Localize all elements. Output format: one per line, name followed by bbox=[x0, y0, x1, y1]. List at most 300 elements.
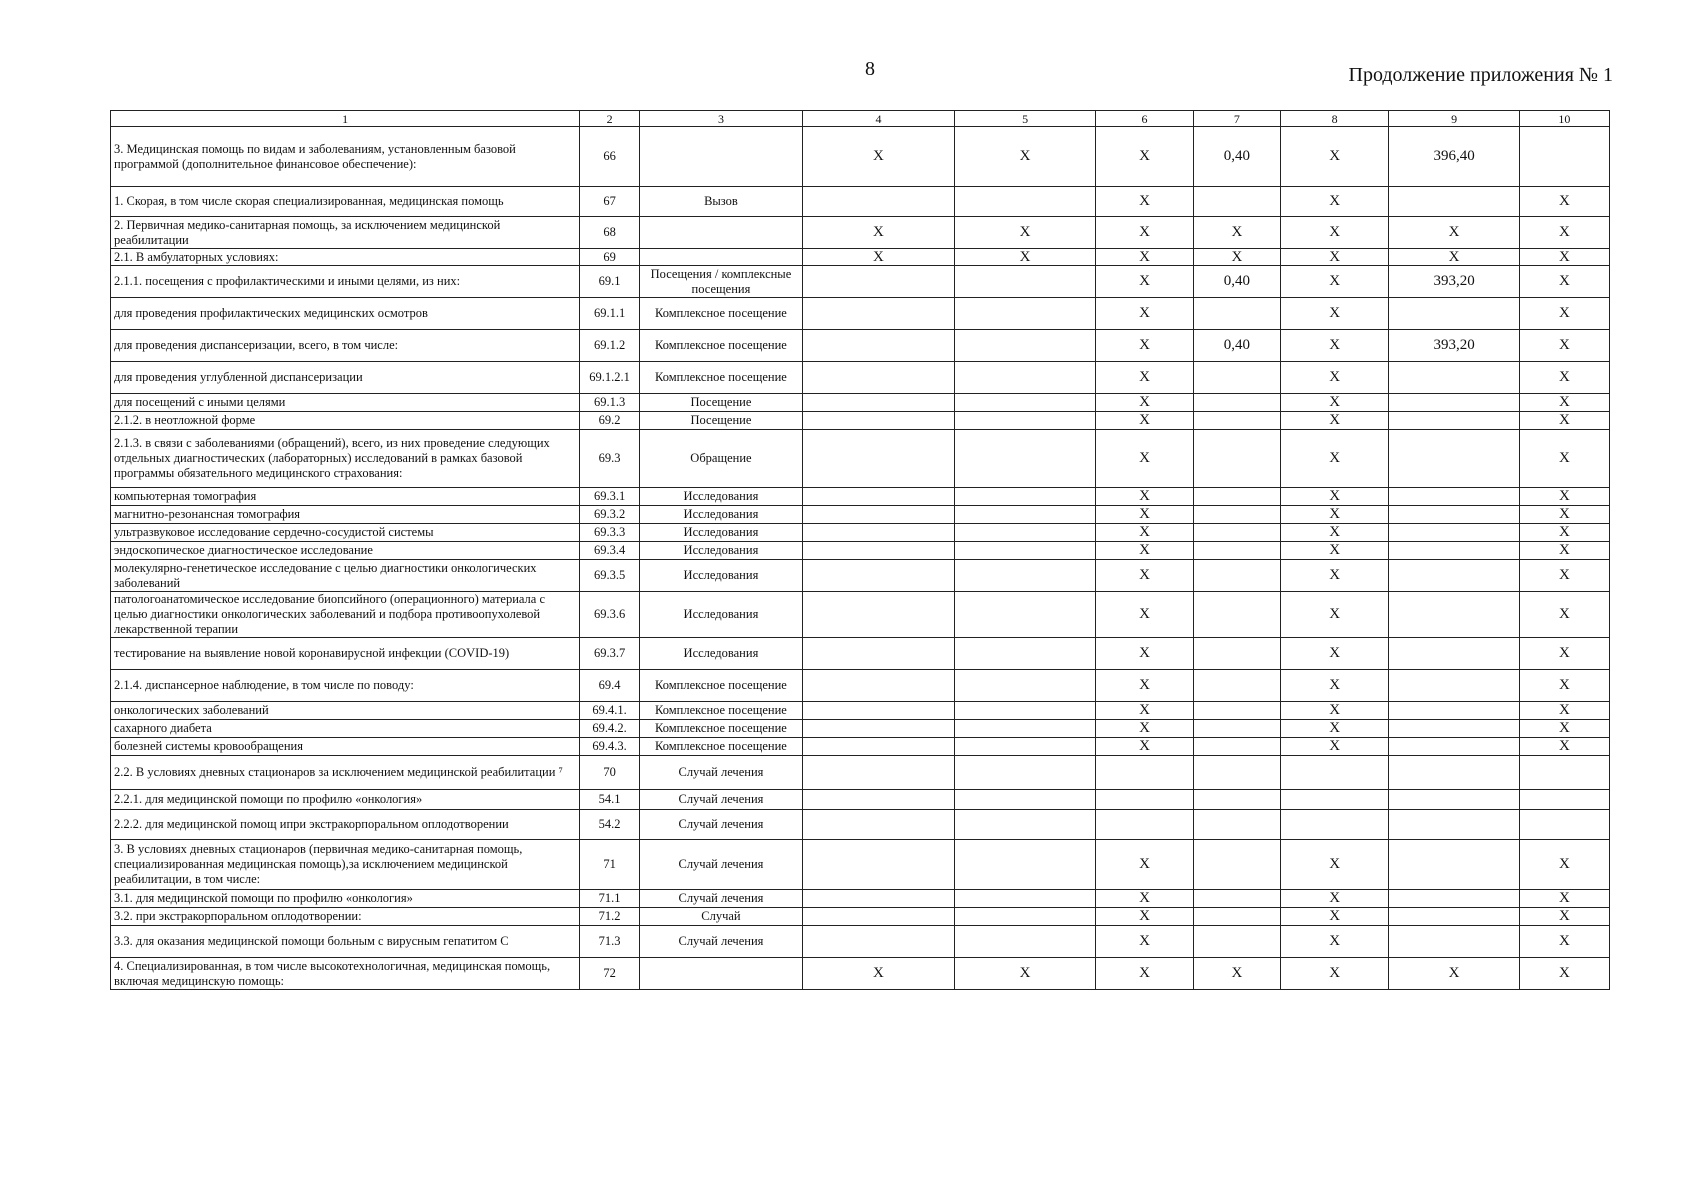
cell-col8: Х bbox=[1280, 430, 1389, 488]
cell-col10: Х bbox=[1519, 249, 1609, 266]
cell-col5 bbox=[954, 790, 1095, 810]
cell-col6: Х bbox=[1096, 412, 1194, 430]
cell-col6: Х bbox=[1096, 127, 1194, 187]
cell-col8: Х bbox=[1280, 890, 1389, 908]
row-code: 69.3.5 bbox=[580, 560, 640, 592]
row-code: 70 bbox=[580, 756, 640, 790]
cell-col5 bbox=[954, 890, 1095, 908]
cell-col8: Х bbox=[1280, 592, 1389, 638]
row-unit: Посещение bbox=[639, 394, 802, 412]
cell-col5 bbox=[954, 810, 1095, 840]
cell-col6: Х bbox=[1096, 958, 1194, 990]
column-header: 8 bbox=[1280, 111, 1389, 127]
column-header: 2 bbox=[580, 111, 640, 127]
cell-col7 bbox=[1193, 524, 1280, 542]
cell-col8: Х bbox=[1280, 249, 1389, 266]
cell-col8: Х bbox=[1280, 127, 1389, 187]
cell-col9 bbox=[1389, 488, 1519, 506]
cell-col6: Х bbox=[1096, 298, 1194, 330]
cell-col10: Х bbox=[1519, 362, 1609, 394]
table-row bbox=[111, 412, 1610, 430]
cell-col10: Х bbox=[1519, 430, 1609, 488]
cell-col8: Х bbox=[1280, 542, 1389, 560]
row-name: 2.1.3. в связи с заболеваниями (обращений), всего, из них проведение следующих отдельных диагностических (лабораторных) исследований в рамках базовой программы обязательного медицинского страхования: bbox=[111, 430, 580, 488]
row-unit: Комплексное посещение bbox=[639, 670, 802, 702]
cell-col8 bbox=[1280, 756, 1389, 790]
row-code: 69.2 bbox=[580, 412, 640, 430]
column-header: 4 bbox=[802, 111, 954, 127]
cell-col8: Х bbox=[1280, 217, 1389, 249]
cell-col5 bbox=[954, 926, 1095, 958]
cell-col7: Х bbox=[1193, 217, 1280, 249]
cell-col4 bbox=[802, 488, 954, 506]
cell-col10: Х bbox=[1519, 217, 1609, 249]
cell-col5 bbox=[954, 592, 1095, 638]
cell-col4 bbox=[802, 670, 954, 702]
table-row bbox=[111, 506, 1610, 524]
column-header: 10 bbox=[1519, 111, 1609, 127]
cell-col4 bbox=[802, 756, 954, 790]
row-name: 3. Медицинская помощь по видам и заболеваниям, установленным базовой программой (дополнительное финансовое обеспечение): bbox=[111, 127, 580, 187]
column-header: 7 bbox=[1193, 111, 1280, 127]
cell-col7 bbox=[1193, 298, 1280, 330]
cell-col8: Х bbox=[1280, 266, 1389, 298]
row-code: 69.4 bbox=[580, 670, 640, 702]
cell-col5 bbox=[954, 330, 1095, 362]
cell-col8 bbox=[1280, 810, 1389, 840]
cell-col10: Х bbox=[1519, 670, 1609, 702]
cell-col6 bbox=[1096, 756, 1194, 790]
appendix-continuation-title: Продолжение приложения № 1 bbox=[1348, 64, 1613, 86]
row-unit: Комплексное посещение bbox=[639, 738, 802, 756]
cell-col9 bbox=[1389, 298, 1519, 330]
cell-col6: Х bbox=[1096, 266, 1194, 298]
cell-col6: Х bbox=[1096, 560, 1194, 592]
column-header: 3 bbox=[639, 111, 802, 127]
table-row bbox=[111, 810, 1610, 840]
row-unit: Случай лечения bbox=[639, 926, 802, 958]
cell-col6: Х bbox=[1096, 542, 1194, 560]
cell-col6: Х bbox=[1096, 430, 1194, 488]
row-code: 71.3 bbox=[580, 926, 640, 958]
row-name: магнитно-резонансная томография bbox=[111, 506, 580, 524]
cell-col7: Х bbox=[1193, 249, 1280, 266]
row-code: 69 bbox=[580, 249, 640, 266]
page-number: 8 bbox=[865, 58, 875, 80]
row-code: 69.1 bbox=[580, 266, 640, 298]
table-row bbox=[111, 592, 1610, 638]
row-name: 2.1.1. посещения с профилактическими и иными целями, из них: bbox=[111, 266, 580, 298]
row-name: для проведения профилактических медицинских осмотров bbox=[111, 298, 580, 330]
row-code: 54.2 bbox=[580, 810, 640, 840]
row-code: 69.3.7 bbox=[580, 638, 640, 670]
cell-col4 bbox=[802, 840, 954, 890]
cell-col10: Х bbox=[1519, 702, 1609, 720]
cell-col9 bbox=[1389, 810, 1519, 840]
row-code: 71.1 bbox=[580, 890, 640, 908]
cell-col10 bbox=[1519, 790, 1609, 810]
cell-col4 bbox=[802, 908, 954, 926]
row-name: для проведения диспансеризации, всего, в том числе: bbox=[111, 330, 580, 362]
row-code: 69.4.3. bbox=[580, 738, 640, 756]
cell-col10: Х bbox=[1519, 394, 1609, 412]
column-header: 5 bbox=[954, 111, 1095, 127]
cell-col7 bbox=[1193, 908, 1280, 926]
cell-col7 bbox=[1193, 790, 1280, 810]
table-row bbox=[111, 890, 1610, 908]
row-unit: Посещения / комплексные посещения bbox=[639, 266, 802, 298]
cell-col9 bbox=[1389, 430, 1519, 488]
cell-col9 bbox=[1389, 560, 1519, 592]
cell-col8: Х bbox=[1280, 187, 1389, 217]
row-unit bbox=[639, 217, 802, 249]
cell-col9 bbox=[1389, 412, 1519, 430]
cell-col10: Х bbox=[1519, 958, 1609, 990]
cell-col5 bbox=[954, 266, 1095, 298]
row-name: 2.1.2. в неотложной форме bbox=[111, 412, 580, 430]
cell-col6: Х bbox=[1096, 249, 1194, 266]
cell-col7 bbox=[1193, 926, 1280, 958]
row-name: патологоанатомическое исследование биопсийного (операционного) материала с целью диагностики онкологических заболеваний и подбора противоопухолевой лекарственной терапии bbox=[111, 592, 580, 638]
row-unit bbox=[639, 127, 802, 187]
cell-col5 bbox=[954, 187, 1095, 217]
cell-col9 bbox=[1389, 187, 1519, 217]
row-name: 2.1.4. диспансерное наблюдение, в том числе по поводу: bbox=[111, 670, 580, 702]
row-unit bbox=[639, 249, 802, 266]
cell-col10: Х bbox=[1519, 298, 1609, 330]
cell-col7 bbox=[1193, 394, 1280, 412]
row-name: эндоскопическое диагностическое исследование bbox=[111, 542, 580, 560]
column-header: 9 bbox=[1389, 111, 1519, 127]
row-code: 71 bbox=[580, 840, 640, 890]
row-unit: Случай bbox=[639, 908, 802, 926]
table-row bbox=[111, 720, 1610, 738]
row-unit: Вызов bbox=[639, 187, 802, 217]
table-row bbox=[111, 249, 1610, 266]
cell-col7 bbox=[1193, 702, 1280, 720]
cell-col9 bbox=[1389, 394, 1519, 412]
cell-col4 bbox=[802, 412, 954, 430]
cell-col6: Х bbox=[1096, 702, 1194, 720]
row-code: 72 bbox=[580, 958, 640, 990]
row-name: для посещений с иными целями bbox=[111, 394, 580, 412]
cell-col5 bbox=[954, 702, 1095, 720]
cell-col8: Х bbox=[1280, 720, 1389, 738]
row-name: 2.1. В амбулаторных условиях: bbox=[111, 249, 580, 266]
cell-col9 bbox=[1389, 362, 1519, 394]
cell-col5 bbox=[954, 488, 1095, 506]
row-code: 69.4.1. bbox=[580, 702, 640, 720]
table-row bbox=[111, 738, 1610, 756]
cell-col9 bbox=[1389, 908, 1519, 926]
cell-col4 bbox=[802, 506, 954, 524]
cell-col7: 0,40 bbox=[1193, 330, 1280, 362]
table-row bbox=[111, 217, 1610, 249]
table-row bbox=[111, 266, 1610, 298]
cell-col10: Х bbox=[1519, 506, 1609, 524]
cell-col4 bbox=[802, 524, 954, 542]
cell-col6 bbox=[1096, 790, 1194, 810]
table-row bbox=[111, 430, 1610, 488]
cell-col8: Х bbox=[1280, 738, 1389, 756]
cell-col5: Х bbox=[954, 217, 1095, 249]
cell-col6: Х bbox=[1096, 670, 1194, 702]
cell-col7 bbox=[1193, 638, 1280, 670]
cell-col8: Х bbox=[1280, 524, 1389, 542]
cell-col4 bbox=[802, 298, 954, 330]
cell-col7 bbox=[1193, 840, 1280, 890]
cell-col6: Х bbox=[1096, 720, 1194, 738]
column-number-row bbox=[111, 111, 1610, 127]
cell-col9 bbox=[1389, 756, 1519, 790]
data-table bbox=[110, 110, 1610, 990]
row-unit: Случай лечения bbox=[639, 890, 802, 908]
cell-col5 bbox=[954, 670, 1095, 702]
row-unit: Исследования bbox=[639, 638, 802, 670]
cell-col10: Х bbox=[1519, 592, 1609, 638]
cell-col7: 0,40 bbox=[1193, 266, 1280, 298]
cell-col6: Х bbox=[1096, 908, 1194, 926]
table-row bbox=[111, 840, 1610, 890]
cell-col8: Х bbox=[1280, 506, 1389, 524]
cell-col6: Х bbox=[1096, 840, 1194, 890]
cell-col6: Х bbox=[1096, 217, 1194, 249]
cell-col8: Х bbox=[1280, 926, 1389, 958]
cell-col6: Х bbox=[1096, 638, 1194, 670]
cell-col6: Х bbox=[1096, 524, 1194, 542]
cell-col7 bbox=[1193, 430, 1280, 488]
row-unit: Обращение bbox=[639, 430, 802, 488]
cell-col8: Х bbox=[1280, 488, 1389, 506]
row-unit bbox=[639, 958, 802, 990]
cell-col10 bbox=[1519, 127, 1609, 187]
cell-col7 bbox=[1193, 542, 1280, 560]
table-row bbox=[111, 638, 1610, 670]
cell-col9 bbox=[1389, 890, 1519, 908]
cell-col8: Х bbox=[1280, 840, 1389, 890]
row-code: 66 bbox=[580, 127, 640, 187]
cell-col5 bbox=[954, 738, 1095, 756]
cell-col4 bbox=[802, 542, 954, 560]
row-name: компьютерная томография bbox=[111, 488, 580, 506]
cell-col9 bbox=[1389, 702, 1519, 720]
cell-col7: Х bbox=[1193, 958, 1280, 990]
table-row bbox=[111, 958, 1610, 990]
cell-col10: Х bbox=[1519, 412, 1609, 430]
row-name: 3.2. при экстракорпоральном оплодотворении: bbox=[111, 908, 580, 926]
cell-col7 bbox=[1193, 560, 1280, 592]
table-row bbox=[111, 394, 1610, 412]
table-row bbox=[111, 127, 1610, 187]
cell-col10: Х bbox=[1519, 638, 1609, 670]
cell-col7 bbox=[1193, 738, 1280, 756]
cell-col10: Х bbox=[1519, 266, 1609, 298]
cell-col5 bbox=[954, 298, 1095, 330]
row-unit: Посещение bbox=[639, 412, 802, 430]
cell-col10 bbox=[1519, 756, 1609, 790]
cell-col10: Х bbox=[1519, 488, 1609, 506]
row-name: молекулярно-генетическое исследование с целью диагностики онкологических заболеваний bbox=[111, 560, 580, 592]
row-unit: Случай лечения bbox=[639, 810, 802, 840]
row-name: ультразвуковое исследование сердечно-сосудистой системы bbox=[111, 524, 580, 542]
table-row bbox=[111, 756, 1610, 790]
cell-col4 bbox=[802, 720, 954, 738]
table-row bbox=[111, 560, 1610, 592]
cell-col9: Х bbox=[1389, 249, 1519, 266]
row-code: 69.3.4 bbox=[580, 542, 640, 560]
cell-col8: Х bbox=[1280, 298, 1389, 330]
cell-col4 bbox=[802, 266, 954, 298]
cell-col10: Х bbox=[1519, 542, 1609, 560]
cell-col10: Х bbox=[1519, 890, 1609, 908]
cell-col6: Х bbox=[1096, 926, 1194, 958]
row-name: 3.3. для оказания медицинской помощи больным с вирусным гепатитом С bbox=[111, 926, 580, 958]
cell-col6: Х bbox=[1096, 362, 1194, 394]
cell-col4 bbox=[802, 926, 954, 958]
cell-col6: Х bbox=[1096, 890, 1194, 908]
table-row bbox=[111, 524, 1610, 542]
cell-col8: Х bbox=[1280, 412, 1389, 430]
row-unit: Комплексное посещение bbox=[639, 330, 802, 362]
row-unit: Исследования bbox=[639, 488, 802, 506]
row-name: 2. Первичная медико-санитарная помощь, за исключением медицинской реабилитации bbox=[111, 217, 580, 249]
row-code: 69.3 bbox=[580, 430, 640, 488]
cell-col4: Х bbox=[802, 127, 954, 187]
cell-col7 bbox=[1193, 592, 1280, 638]
cell-col5 bbox=[954, 720, 1095, 738]
cell-col5 bbox=[954, 840, 1095, 890]
column-header: 6 bbox=[1096, 111, 1194, 127]
cell-col7 bbox=[1193, 362, 1280, 394]
cell-col10: Х bbox=[1519, 187, 1609, 217]
table-row bbox=[111, 702, 1610, 720]
cell-col4: Х bbox=[802, 249, 954, 266]
cell-col4 bbox=[802, 890, 954, 908]
cell-col8 bbox=[1280, 790, 1389, 810]
table-row bbox=[111, 790, 1610, 810]
row-name: тестирование на выявление новой коронавирусной инфекции (COVID-19) bbox=[111, 638, 580, 670]
row-unit: Исследования bbox=[639, 524, 802, 542]
cell-col4: Х bbox=[802, 958, 954, 990]
cell-col4 bbox=[802, 187, 954, 217]
cell-col7 bbox=[1193, 506, 1280, 524]
row-code: 69.3.2 bbox=[580, 506, 640, 524]
row-name: для проведения углубленной диспансеризации bbox=[111, 362, 580, 394]
cell-col5: Х bbox=[954, 127, 1095, 187]
cell-col7 bbox=[1193, 720, 1280, 738]
cell-col4 bbox=[802, 702, 954, 720]
cell-col8: Х bbox=[1280, 638, 1389, 670]
cell-col9 bbox=[1389, 524, 1519, 542]
cell-col8: Х bbox=[1280, 908, 1389, 926]
cell-col5 bbox=[954, 638, 1095, 670]
row-name: 2.2. В условиях дневных стационаров за исключением медицинской реабилитации ⁷ bbox=[111, 756, 580, 790]
row-code: 69.1.3 bbox=[580, 394, 640, 412]
cell-col9 bbox=[1389, 720, 1519, 738]
row-name: 2.2.2. для медицинской помощ ипри экстракорпоральном оплодотворении bbox=[111, 810, 580, 840]
row-name: 3.1. для медицинской помощи по профилю «онкология» bbox=[111, 890, 580, 908]
cell-col4 bbox=[802, 738, 954, 756]
cell-col5 bbox=[954, 506, 1095, 524]
table-row bbox=[111, 298, 1610, 330]
cell-col4 bbox=[802, 362, 954, 394]
cell-col10: Х bbox=[1519, 840, 1609, 890]
cell-col9 bbox=[1389, 638, 1519, 670]
row-code: 69.1.2 bbox=[580, 330, 640, 362]
cell-col7 bbox=[1193, 890, 1280, 908]
row-code: 69.1.2.1 bbox=[580, 362, 640, 394]
cell-col7 bbox=[1193, 670, 1280, 702]
row-unit: Случай лечения bbox=[639, 790, 802, 810]
table-row bbox=[111, 542, 1610, 560]
row-unit: Комплексное посещение bbox=[639, 298, 802, 330]
cell-col9 bbox=[1389, 738, 1519, 756]
cell-col4 bbox=[802, 810, 954, 840]
row-unit: Исследования bbox=[639, 592, 802, 638]
cell-col4 bbox=[802, 790, 954, 810]
cell-col8: Х bbox=[1280, 362, 1389, 394]
cell-col10: Х bbox=[1519, 720, 1609, 738]
cell-col7 bbox=[1193, 412, 1280, 430]
row-name: сахарного диабета bbox=[111, 720, 580, 738]
row-unit: Комплексное посещение bbox=[639, 362, 802, 394]
column-header: 1 bbox=[111, 111, 580, 127]
cell-col8: Х bbox=[1280, 702, 1389, 720]
cell-col9: Х bbox=[1389, 958, 1519, 990]
row-code: 71.2 bbox=[580, 908, 640, 926]
cell-col7 bbox=[1193, 187, 1280, 217]
cell-col6: Х bbox=[1096, 506, 1194, 524]
row-name: 4. Специализированная, в том числе высокотехнологичная, медицинская помощь, включая медицинскую помощь: bbox=[111, 958, 580, 990]
cell-col9 bbox=[1389, 592, 1519, 638]
cell-col9 bbox=[1389, 506, 1519, 524]
cell-col6: Х bbox=[1096, 394, 1194, 412]
row-unit: Исследования bbox=[639, 542, 802, 560]
table-row bbox=[111, 670, 1610, 702]
row-code: 69.4.2. bbox=[580, 720, 640, 738]
cell-col9: 396,40 bbox=[1389, 127, 1519, 187]
cell-col5 bbox=[954, 908, 1095, 926]
cell-col10 bbox=[1519, 810, 1609, 840]
cell-col4 bbox=[802, 330, 954, 362]
table-row bbox=[111, 908, 1610, 926]
cell-col6: Х bbox=[1096, 488, 1194, 506]
table-row bbox=[111, 330, 1610, 362]
cell-col7 bbox=[1193, 488, 1280, 506]
cell-col4: Х bbox=[802, 217, 954, 249]
row-unit: Комплексное посещение bbox=[639, 720, 802, 738]
cell-col5 bbox=[954, 430, 1095, 488]
cell-col4 bbox=[802, 394, 954, 412]
row-code: 68 bbox=[580, 217, 640, 249]
cell-col5 bbox=[954, 542, 1095, 560]
row-code: 69.3.6 bbox=[580, 592, 640, 638]
row-code: 69.1.1 bbox=[580, 298, 640, 330]
cell-col4 bbox=[802, 430, 954, 488]
cell-col7: 0,40 bbox=[1193, 127, 1280, 187]
row-unit: Комплексное посещение bbox=[639, 702, 802, 720]
cell-col10: Х bbox=[1519, 926, 1609, 958]
row-unit: Случай лечения bbox=[639, 756, 802, 790]
cell-col5 bbox=[954, 362, 1095, 394]
row-name: 2.2.1. для медицинской помощи по профилю «онкология» bbox=[111, 790, 580, 810]
cell-col5: Х bbox=[954, 249, 1095, 266]
cell-col8: Х bbox=[1280, 670, 1389, 702]
cell-col9: Х bbox=[1389, 217, 1519, 249]
cell-col8: Х bbox=[1280, 560, 1389, 592]
table-row bbox=[111, 488, 1610, 506]
cell-col9 bbox=[1389, 670, 1519, 702]
